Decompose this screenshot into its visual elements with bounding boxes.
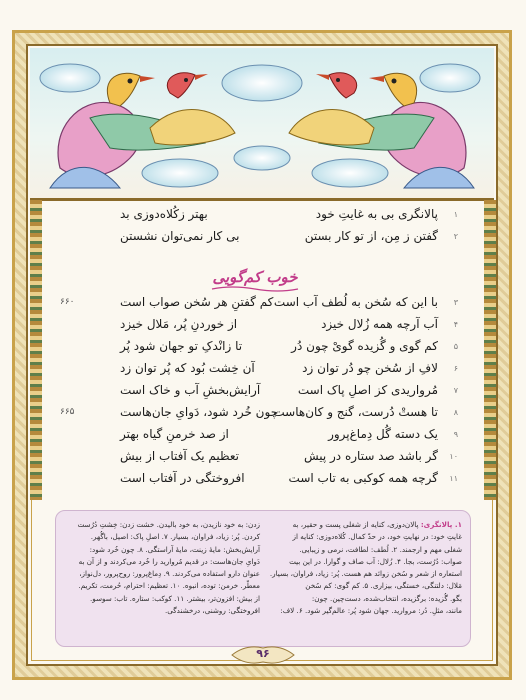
hemistich-right: یک دسته گُل دِماغ‌پرور bbox=[328, 427, 438, 441]
hemistich-left: از خوردنِ پُر، مَلال خیزد bbox=[120, 317, 238, 331]
header-illustration bbox=[30, 48, 494, 201]
hemistich-left: آرایش‌بخشِ آب و خاک است bbox=[120, 383, 261, 397]
hemistich-right: آب آرچه همه زُلال خیزد bbox=[321, 317, 438, 331]
note-text: غایتِ خود: در نهایتِ خود، در حدّ کمال. کُلاه‌دوزی: کنایه از bbox=[292, 532, 462, 542]
verse-number: ۸ bbox=[453, 408, 458, 417]
note-line bbox=[64, 605, 260, 617]
hemistich-right: با این که سُخن به لُطف آب است bbox=[273, 295, 438, 309]
note-line bbox=[64, 544, 260, 556]
note-line bbox=[266, 580, 462, 592]
hemistich-left: از صد خرمنِ گیاه بهتر bbox=[120, 427, 229, 441]
verse-number: ۱ bbox=[453, 210, 458, 219]
hemistich-left: آن خِشت بُود که پُر توان زد bbox=[120, 361, 255, 375]
verse-number: ۳ bbox=[453, 298, 458, 307]
note-line bbox=[64, 531, 260, 543]
couplet bbox=[60, 359, 460, 381]
page-number: ۹۶ bbox=[256, 647, 270, 660]
note-text: صواب: دُرُست، بجا. ۴. زُلال: آب صاف و گوارا. در این بیت bbox=[289, 556, 462, 566]
note-line bbox=[266, 531, 462, 543]
poem-main bbox=[60, 293, 460, 535]
verse-number: ۹ bbox=[453, 430, 458, 439]
note-line bbox=[64, 568, 260, 580]
note-text: مانند، مثلِ. دُر: مروارید. جهان شود پُر: عالم‌گیر شود. ۶. لاف: bbox=[280, 606, 462, 616]
note-line bbox=[64, 556, 260, 568]
hemistich-left: افروختگی در آفتاب است bbox=[120, 471, 245, 485]
note-text: بگو. گُزیده: برگزیده، انتخاب‌شده، دست‌چین. چون: bbox=[311, 593, 462, 603]
left-decorative-band bbox=[30, 200, 42, 500]
note-line bbox=[266, 556, 462, 568]
hemistich-left: بی کار نمی‌توان نشستن bbox=[120, 229, 240, 243]
glossary-notes bbox=[55, 510, 471, 647]
note-text: مَلال: دلتنگی، خستگی، بیزاری. ۵. کم گوی: کم سُخن bbox=[305, 581, 462, 591]
note-text: پالان‌دوزی، کنایه از شغلی پست و حقیر، به bbox=[292, 520, 419, 529]
verse-number: ۷ bbox=[453, 386, 458, 395]
note-line bbox=[266, 593, 462, 605]
couplet bbox=[60, 447, 460, 469]
hemistich-left: چون خُرد شود، دَوایِ جان‌هاست bbox=[120, 405, 279, 419]
hemistich-right: لافِ از سُخن چو دُر توان زد bbox=[302, 361, 438, 375]
note-line bbox=[266, 605, 462, 617]
couplet bbox=[60, 315, 460, 337]
verse-number: ۴ bbox=[453, 320, 458, 329]
note-line bbox=[64, 580, 260, 592]
line-number: ۶۶۵ bbox=[60, 407, 75, 417]
note-text: آرایش‌بخش: مایهٔ زینت، مایهٔ آراستگی. ۸. چون خُرد شود: bbox=[89, 544, 260, 554]
notes-right-column bbox=[266, 519, 462, 617]
note-line bbox=[266, 519, 462, 531]
note-text: دَوایِ جان‌هاست: در قدیم مُروارید را خُرد می‌کردند و از آن به bbox=[78, 556, 260, 566]
right-decorative-band bbox=[484, 200, 496, 500]
note-line bbox=[64, 519, 260, 531]
hemistich-left: تا زانْدکِ تو جهان شود پُر bbox=[120, 339, 243, 353]
note-text: زدن: به خود نازیدن، به خود بالیدن. خشت زدن: خِشتِ دُرُست bbox=[77, 520, 260, 529]
note-text: کردن. پُر: زیاد، فراوان، بسیار. ۷. اصلِ پاک: اصیل، باگُهر. bbox=[90, 532, 260, 542]
verse-number: ۶ bbox=[453, 364, 458, 373]
couplet bbox=[60, 425, 460, 447]
hemistich-left: کم گفتنِ هر سُخن صواب است bbox=[120, 295, 274, 309]
poem-intro bbox=[60, 205, 460, 249]
hemistich-right: مُرواریدی کز اصلِ پاک است bbox=[297, 383, 438, 397]
hemistich-right: گر باشد صد ستاره در پیش bbox=[303, 449, 438, 463]
hemistich-right: پالانگری بی به غایتِ خود bbox=[315, 207, 438, 221]
hemistich-right: گفتن ز مِن، از تو کار بستن bbox=[304, 229, 438, 243]
verse-number: ۵ bbox=[453, 342, 458, 351]
verse-number: ۱۱ bbox=[449, 474, 458, 483]
couplet bbox=[60, 469, 460, 491]
couplet bbox=[60, 381, 460, 403]
note-line bbox=[266, 568, 462, 580]
verse-number: ۱۰ bbox=[449, 452, 458, 461]
line-number: ۶۶۰ bbox=[60, 297, 75, 307]
couplet bbox=[60, 337, 460, 359]
section-title: خوب کم‌گویی bbox=[212, 268, 298, 286]
hemistich-left: تعظیم یک آفتاب از بیش bbox=[120, 449, 239, 463]
notes-left-column bbox=[64, 519, 260, 617]
couplet bbox=[60, 227, 460, 249]
title-flourish bbox=[210, 285, 300, 293]
note-line bbox=[64, 593, 260, 605]
couplet bbox=[60, 205, 460, 227]
note-text: استعاره از شعر و سُخن زوائد هم هست. پُر: زیاد، فراوان، بسیار. bbox=[269, 569, 462, 579]
note-text: معطّر. خرمن: توده، انبوه. ۱۰. تعظیم: احترام، حُرمت، تکریم. bbox=[78, 581, 260, 591]
note-line bbox=[266, 544, 462, 556]
hemistich-right: تا هستْ دُرست، گنج و کان‌هاست bbox=[273, 405, 438, 419]
phoenix-illustration bbox=[30, 48, 494, 198]
couplet bbox=[60, 293, 460, 315]
hemistich-left: بهتر زکُلاه‌دوزی بد bbox=[120, 207, 208, 221]
note-text: افروختگی: روشنی، درخشندگی. bbox=[164, 606, 260, 616]
note-term: ۱. پالانگری: bbox=[420, 520, 462, 529]
hemistich-right: کم گوی و گُزیده گویْ چون دُر bbox=[291, 339, 438, 353]
note-text: از بیش: افزون‌تر، بیشتر. ۱۱. کوکب: ستاره. تاب: سوسو. bbox=[89, 593, 260, 603]
note-text: شغلی مهم و ارجمند. ۲. لُطف: لطافت، نرمی و زیبایی. bbox=[299, 544, 462, 554]
couplet bbox=[60, 403, 460, 425]
hemistich-right: گرچه همه کوکبی به تاب است bbox=[288, 471, 438, 485]
verse-number: ۲ bbox=[453, 232, 458, 241]
note-text: عنوان دارو استفاده می‌کردند. ۹. دِماغ‌پرور: روح‌پرور، دل‌نواز، bbox=[79, 569, 260, 579]
